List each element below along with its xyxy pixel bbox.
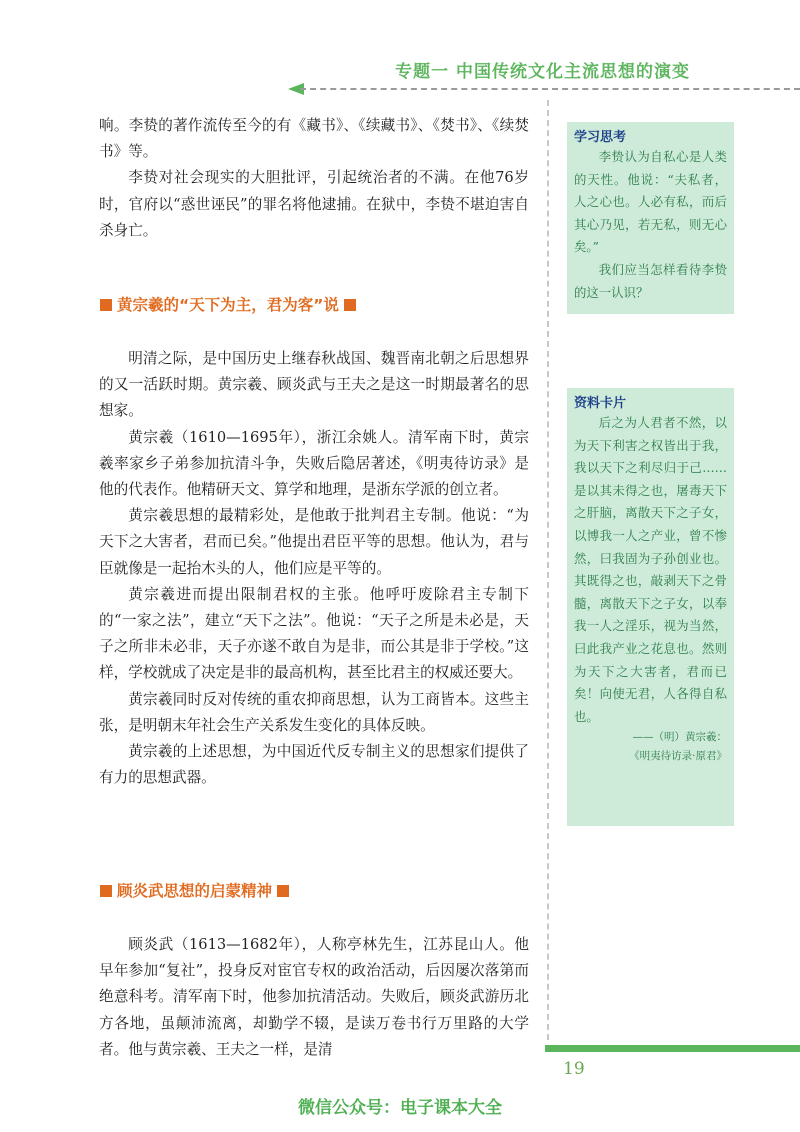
heading-square-icon [100, 299, 112, 311]
material-card-box [567, 388, 734, 826]
body-paragraph: 黄宗羲的上述思想，为中国近代反专制主义的思想家们提供了有力的思想武器。 [99, 743, 529, 787]
section-heading-text: 顾炎武思想的启蒙精神 [117, 882, 273, 900]
chapter-header-title: 专题一 中国传统文化主流思想的演变 [395, 62, 690, 82]
intro-paragraph: 李贽对社会现实的大胆批评，引起统治者的不满。在他76岁时，官府以“惑世诬民”的罪名将他逮捕。在狱中，李贽不堪迫害自杀身亡。 [99, 169, 529, 239]
study-think-box [567, 122, 734, 314]
intro-text [99, 113, 529, 244]
page-number: 19 [563, 1059, 585, 1079]
body-paragraph: 黄宗羲同时反对传统的重农抑商思想，认为工商皆本。这些主张，是明朝末年社会生产关系发生变化的具体反映。 [99, 690, 529, 734]
study-box-title: 学习思考 [574, 130, 627, 145]
material-source-author: ——（明）黄宗羲： [632, 731, 727, 744]
heading-square-icon [277, 885, 289, 897]
section-heading-huang [100, 293, 361, 315]
footer-bar [545, 1045, 800, 1052]
study-box-question: 我们应当怎样看待李贽的这一认识？ [574, 261, 727, 300]
body-paragraph: 黄宗羲思想的最精彩处，是他敢于批判君主专制。他说：“为天下之大害者，君而已矣。”他提出君臣平等的思想。他认为，君与臣就像是一起抬木头的人，他们应是平等的。 [99, 507, 529, 577]
watermark-text: 微信公众号：电子课本大全 [298, 1098, 502, 1118]
material-box-quote: 后之为人君者不然，以为天下利害之权皆出于我，我以天下之利尽归于己……是以其未得之也，屠毒天下之肝脑，离散天下之子女，以博我一人之产业，曾不惨然，曰我固为子孙创业也。其既得之也，敲剥天下之骨髓，离散天下之子女，以奉我一人之淫乐，视为当然，曰此我产业之花息也。然则为天下之大害者，君而已矣！向使无君，人各得自私也。 [574, 415, 727, 724]
body-paragraph: 顾炎武（1613—1682年），人称亭林先生，江苏昆山人。他早年参加“复社”，投身反对宦官专权的政治活动，后因屡次落第而绝意科考。清军南下时，他参加抗清活动。失败后，顾炎武游历北方各地，虽颠沛流离，却勤学不辍，是读万卷书行万里路的大学者。他与黄宗羲、王夫之一样，是清 [99, 936, 529, 1058]
body-paragraph: 黄宗羲（1610—1695年），浙江余姚人。清军南下时，黄宗羲率家乡子弟参加抗清斗争，失败后隐居著述，《明夷待访录》是他的代表作。他精研天文、算学和地理，是浙东学派的创立者。 [99, 428, 529, 499]
heading-square-icon [344, 299, 356, 311]
section-heading-text: 黄宗羲的“天下为主，君为客”说 [117, 296, 339, 314]
body-paragraph: 明清之际，是中国历史上继春秋战国、魏晋南北朝之后思想界的又一活跃时期。黄宗羲、顾炎武与王夫之是这一时期最著名的思想家。 [99, 350, 529, 420]
section-body-huang [99, 346, 529, 791]
column-divider [547, 100, 549, 1040]
section-heading-gu [100, 879, 294, 901]
material-source-work: 《明夷待访录·原君》 [629, 750, 727, 763]
heading-square-icon [100, 885, 112, 897]
body-paragraph: 黄宗羲进而提出限制君权的主张。他呼吁废除君主专制下的“一家之法”，建立“天下之法”。他说：“天子之所是未必是，天子之所非未必非，天子亦遂不敢自为是非，而公其是非于学校。”这样，学校就成了决定是非的最高机构，甚至比君主的权威还要大。 [99, 585, 529, 682]
material-box-title: 资料卡片 [574, 396, 627, 411]
study-box-paragraph: 李贽认为自私心是人类的天性。他说：“夫私者，人之心也。人必有私，而后其心乃见，若无私，则无心矣。” [574, 149, 727, 255]
header-dashed-rule [300, 88, 800, 90]
section-body-gu [99, 932, 529, 1063]
intro-paragraph: 响。李贽的著作流传至今的有《藏书》、《续藏书》、《焚书》、《续焚书》等。 [99, 117, 529, 161]
